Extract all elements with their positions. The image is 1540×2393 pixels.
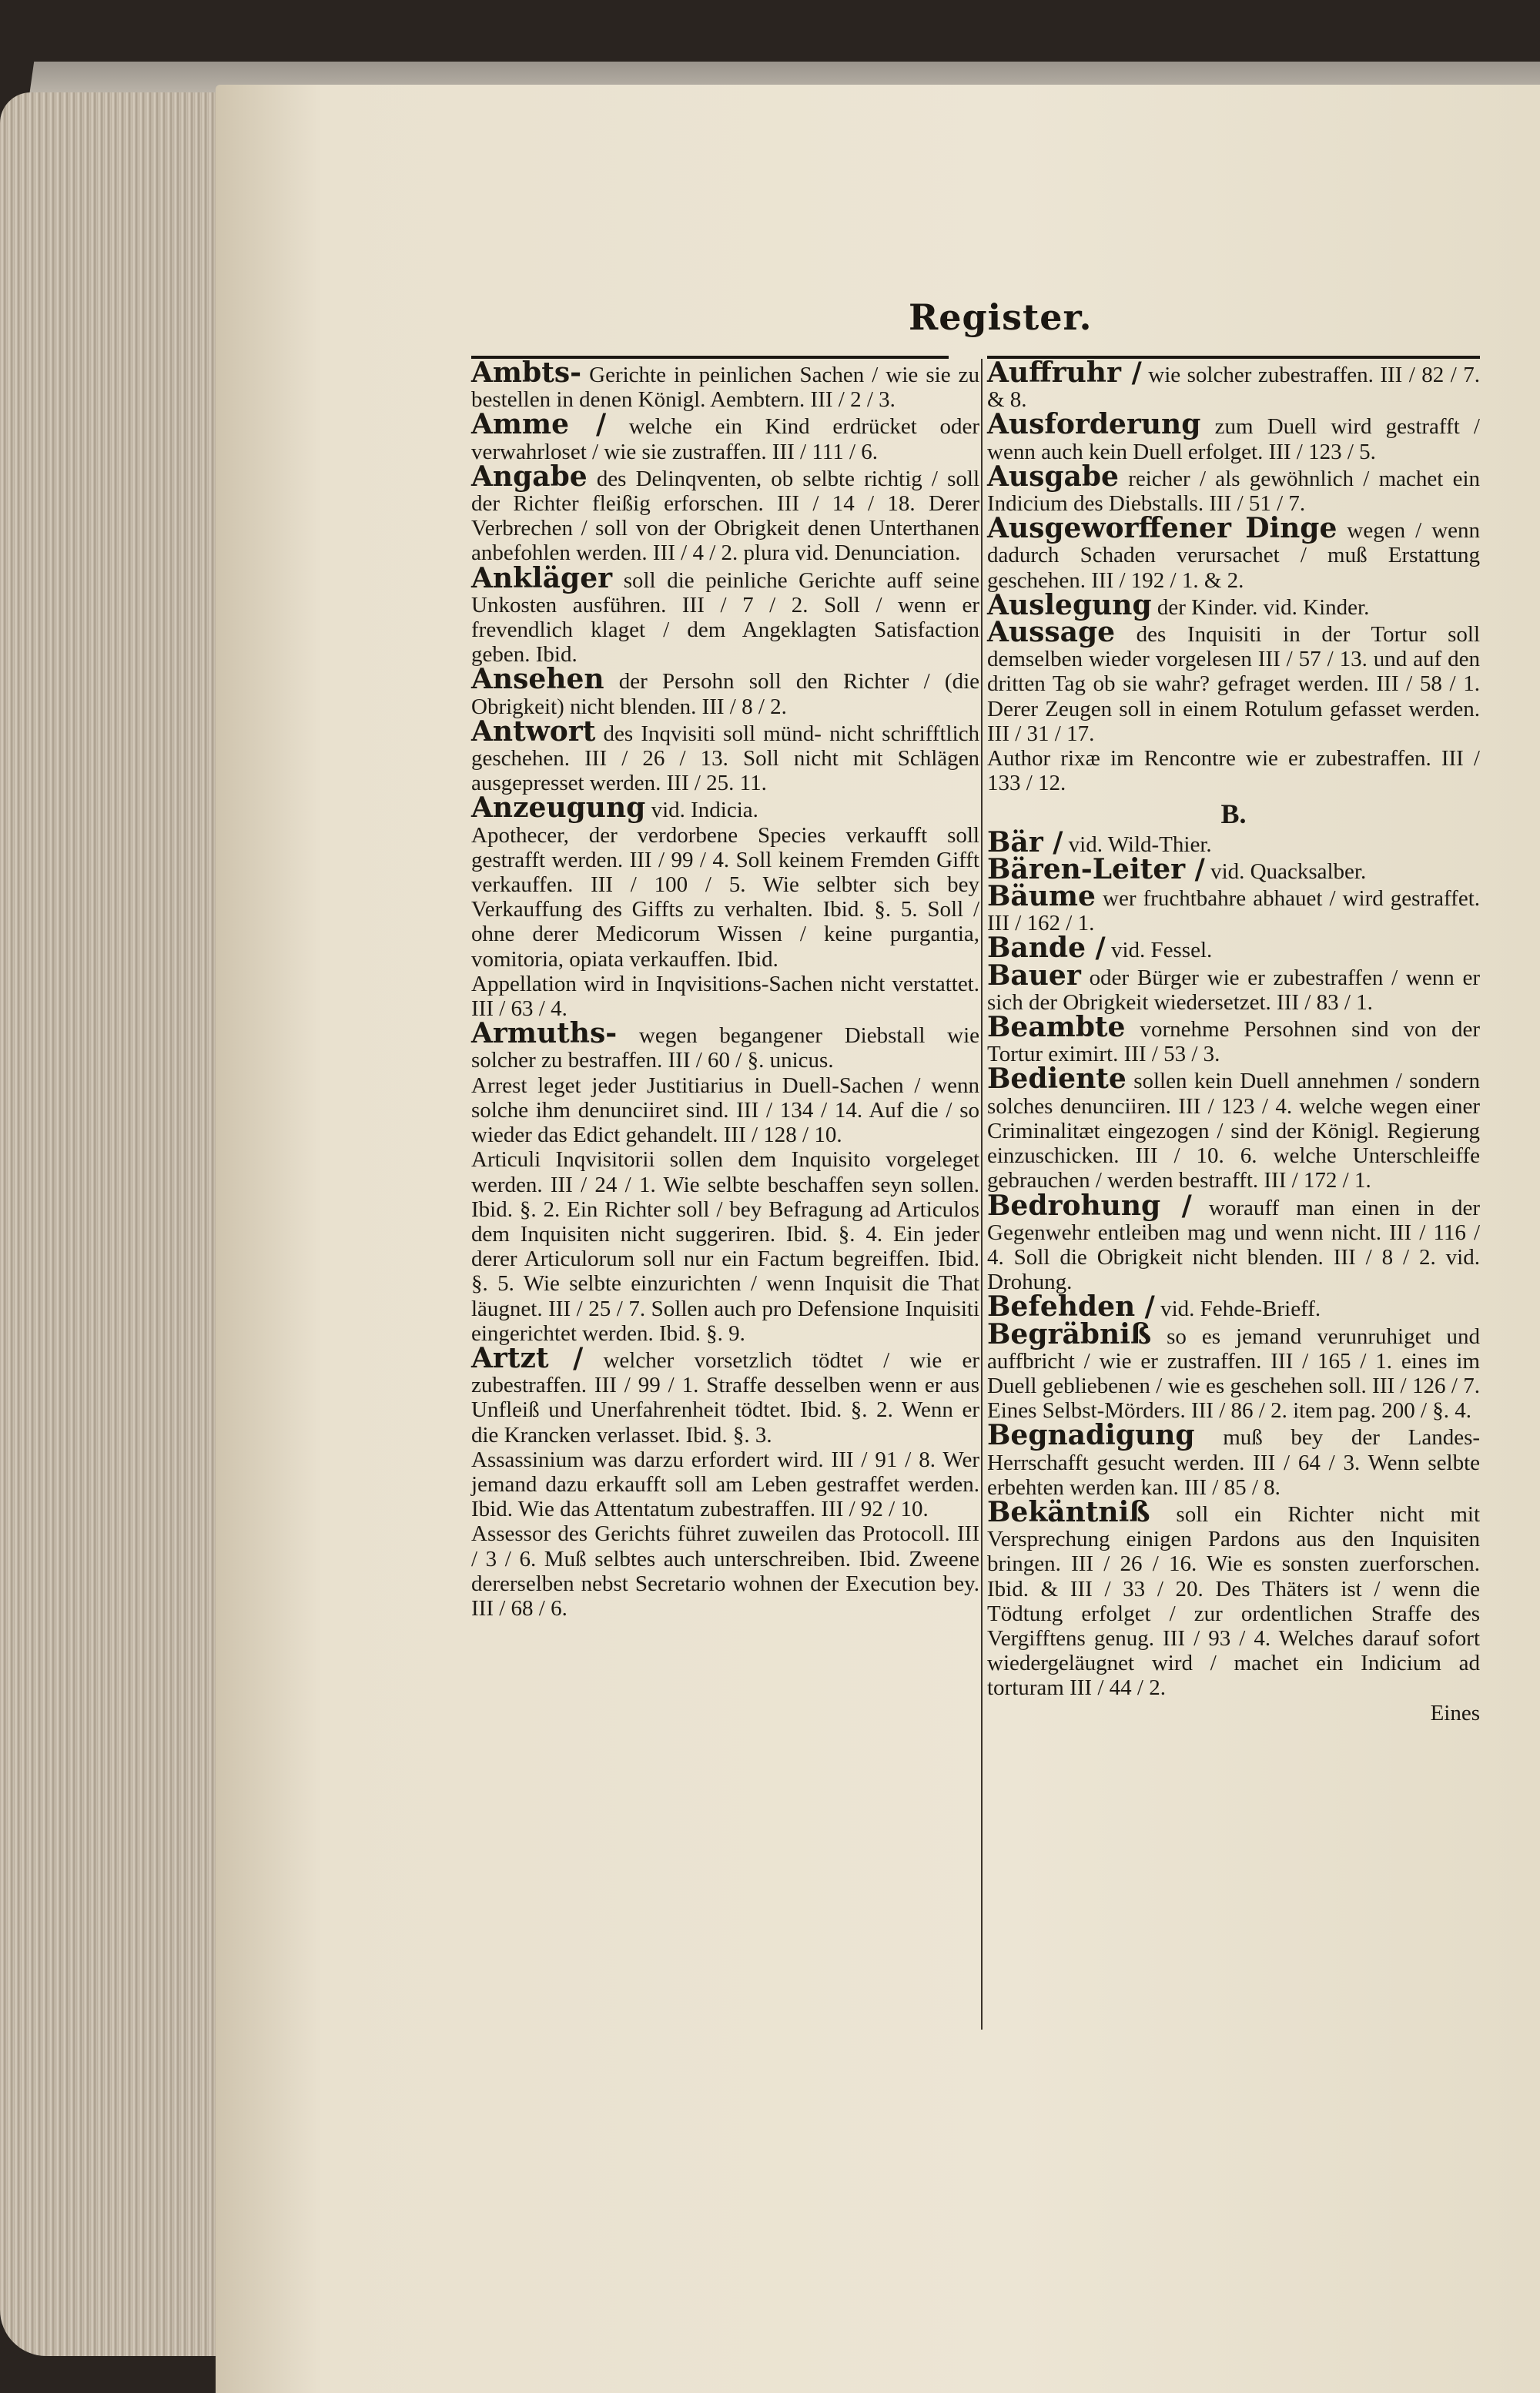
index-entry: [987, 512, 1481, 593]
entry-lemma: Armuths-: [471, 1017, 618, 1050]
entry-lemma: Begnadigung: [987, 1419, 1195, 1452]
index-entry: [987, 1317, 1480, 1424]
index-entry: [471, 972, 979, 1021]
index-entry: [987, 1419, 1481, 1500]
index-entry: [471, 1147, 979, 1346]
entry-text: zum Duell wird gestrafft / wenn auch kein Duell erfolget. III / 123 / 5.: [987, 414, 1480, 464]
entry-text: reicher / als gewöhnlich / machet ein Indicium des Diebstalls. III / 51 / 7.: [987, 466, 1481, 517]
index-entry: [987, 1189, 1481, 1295]
entry-lemma: Begräbniß: [987, 1317, 1152, 1350]
index-entry: [987, 1063, 1480, 1193]
entry-lemma: Bären-Leiter /: [987, 852, 1205, 885]
entry-lemma: Angabe: [471, 460, 588, 493]
entry-text: wegen begangener Diebstall wie solcher zu bestraffen. III / 60 / §. unicus.: [471, 1023, 980, 1073]
index-entry: [987, 460, 1481, 517]
index-entry: [471, 1073, 979, 1148]
entry-lemma: Antwort: [471, 715, 596, 748]
entry-lemma: Bekäntniß: [987, 1495, 1150, 1528]
entry-text: oder Bürger wie er zubestraffen / wenn er sich der Obrigkeit wiedersetzet. III / 83 / 1.: [987, 965, 1480, 1015]
entry-text: welcher vorsetzlich tödtet / wie er zubestraffen. III / 99 / 1. Straffe desselben wenn er aus Unfleiß und Unerfahrenheit tödtet. Ibid. §. 2. Wenn er die Krancken verlasset. Ibid. §. 3.: [471, 1347, 980, 1448]
index-entry: [987, 356, 1480, 413]
entry-lemma: Bär /: [987, 825, 1063, 858]
entry-lemma: Anzeugung: [471, 792, 646, 825]
index-entry: [471, 1341, 980, 1448]
entry-lemma: Bedrohung /: [987, 1189, 1192, 1222]
entry-text: muß bey der Landes-Herrschafft gesucht werden. III / 64 / 3. Wenn selbte erbehten werden kan. III / 85 / 8.: [987, 1425, 1481, 1500]
entry-text: wer fruchtbahre abhauet / wird gestraffet. III / 162 / 1.: [987, 886, 1481, 936]
book-page-edges: [0, 92, 231, 2356]
entry-text: vid. Quacksalber.: [1210, 858, 1367, 884]
entry-text: Arrest leget jeder Justitiarius in Duell-Sachen / wenn solche ihm denunciiret sind. III / 134 / 14. Auf die / so wieder das Edict gehandelt. III / 128 / 10.: [471, 1073, 979, 1148]
index-entry: [471, 408, 980, 464]
entry-text: des Inquisiti in der Tortur soll demselben wieder vorgelesen III / 57 / 13. und auf den dritten Tag ob sie wahr? gefraget werden. III / 58 / 1. Derer Zeugen soll in einem Rotulum gefasset werden. III / 31 / 17.: [987, 622, 1481, 746]
index-entry: [471, 561, 979, 668]
entry-lemma: Ausgabe: [987, 460, 1119, 493]
index-entry: [987, 616, 1481, 746]
page-title: Register.: [909, 296, 1093, 338]
entry-text: vornehme Persohnen sind von der Tortur eximirt. III / 53 / 3.: [987, 1017, 1480, 1067]
index-entry: [471, 1521, 979, 1621]
entry-text: wie solcher zubestraffen. III / 82 / 7. & 8.: [987, 363, 1480, 413]
entry-text: Articuli Inqvisitorii sollen dem Inquisito vorgeleget werden. III / 24 / 1. Wie selbte beschaffen seyn sollen. Ibid. §. 2. Ein Richter soll / bey Befragung ad Articulos dem Inquisiten nicht suggeriren. Ibid. §. 4. Ein jeder derer Articulorum soll nur ein Factum begreiffen. Ibid. §. 5. Wie selbte einzurichten / wenn Inquisit die That läugnet. III / 25 / 7. Sollen auch pro Defensione Inquisiti eingerichtet werden. Ibid. §. 9.: [471, 1147, 979, 1346]
index-entry: [471, 1017, 980, 1073]
letter-heading: B.: [1220, 798, 1247, 830]
index-entry: [987, 1495, 1481, 1701]
entry-text: soll die peinliche Gerichte auff seine Unkosten ausführen. III / 7 / 2. Soll / wenn er frevendlich klaget / dem Angeklagten Satisfaction geben. Ibid.: [471, 567, 979, 668]
entry-text: vid. Wild-Thier.: [1068, 832, 1212, 857]
entry-lemma: Ausforderung: [987, 408, 1201, 441]
entry-text: Author rixæ im Rencontre wie er zubestraffen. III / 133 / 12.: [987, 746, 1480, 796]
entry-lemma: Bäume: [987, 880, 1096, 913]
index-entry: [987, 408, 1480, 464]
entry-text: Assessor des Gerichts führet zuweilen das Protocoll. III / 3 / 6. Muß selbtes auch unterschreiben. Ibid. Zweene dererselben nebst Secretario wohnen der Execution bey. III / 68 / 6.: [471, 1521, 979, 1621]
index-entry: [471, 460, 979, 566]
entry-text: vid. Fessel.: [1110, 938, 1213, 963]
entry-lemma: Auslegung: [987, 588, 1152, 621]
index-entry: [471, 663, 979, 719]
entry-text: vid. Fehde-Brieff.: [1160, 1297, 1321, 1322]
entry-lemma: Ankläger: [471, 561, 613, 594]
entry-text: welche ein Kind erdrücket oder verwahrloset / wie sie zustraffen. III / 111 / 6.: [471, 414, 980, 464]
entry-lemma: Bande /: [987, 932, 1106, 965]
entry-text: Appellation wird in Inqvisitions-Sachen nicht verstattet. III / 63 / 4.: [471, 971, 979, 1022]
right-column: [987, 356, 1481, 1725]
entry-text: worauff man einen in der Gegenwehr entleiben mag und wenn nicht. III / 116 / 4. Soll die Obrigkeit nicht blenden. III / 8 / 2. vid. Drohung.: [987, 1195, 1481, 1295]
entry-text: Apothecer, der verdorbene Species verkaufft soll gestrafft werden. III / 99 / 4. Soll keinem Fremden Gifft verkauffen. III / 100 / 5. Wie selbter sich bey Verkauffung des Giffts zu verhalten. Ibid. §. 5. Soll / ohne derer Medicorum Wissen / keine purgantia, vomitoria, opiata verkauffen. Ibid.: [471, 822, 979, 972]
left-column: [471, 356, 980, 1621]
index-entry: [471, 356, 980, 413]
index-entry: [987, 1011, 1480, 1067]
index-entry: [987, 880, 1481, 936]
entry-lemma: Auffruhr /: [987, 356, 1142, 389]
entry-lemma: Befehden /: [987, 1290, 1155, 1324]
entry-lemma: Beambte: [987, 1011, 1126, 1044]
entry-text: der Persohn soll den Richter / (die Obrigkeit) nicht blenden. III / 8 / 2.: [471, 669, 979, 719]
catchword: Eines: [1430, 1700, 1480, 1725]
index-entry: [987, 746, 1480, 795]
index-entry: [987, 959, 1480, 1015]
entry-lemma: Ambts-: [471, 356, 582, 389]
entry-lemma: Ansehen: [471, 663, 604, 696]
entry-text: so es jemand verunruhiget und auffbricht / wie er zustraffen. III / 165 / 1. eines im Duell gebliebenen / wie es geschehen soll. III / 126 / 7. Eines Selbst-Mörders. III / 86 / 2. item pag. 200 / §. 4.: [987, 1324, 1480, 1424]
entry-lemma: Artzt /: [471, 1341, 584, 1374]
entry-text: Gerichte in peinlichen Sachen / wie sie zu bestellen in denen Königl. Aembtern. III / 2 / 3.: [471, 363, 980, 413]
entry-text: wegen / wenn dadurch Schaden verursachet / muß Erstattung geschehen. III / 192 / 1. & 2.: [987, 518, 1481, 593]
entry-lemma: Bediente: [987, 1063, 1127, 1096]
entry-text: Assassinium was darzu erfordert wird. III / 91 / 8. Wer jemand dazu erkaufft soll am Leben gestraffet werden. Ibid. Wie das Attentatum zubestraffen. III / 92 / 10.: [471, 1447, 979, 1522]
entry-lemma: Amme /: [471, 408, 607, 441]
entry-text: des Delinqventen, ob selbte richtig / soll der Richter fleißig erforschen. III / 14 / 18. Derer Verbrechen / soll von der Obrigkeit denen Unterthanen anbefohlen werden. III / 4 / 2. plura vid. Denunciation.: [471, 466, 979, 566]
entry-text: des Inqvisiti soll münd- nicht schrifftlich geschehen. III / 26 / 13. Soll nicht mit Schlägen ausgepresset werden. III / 25. 11.: [471, 721, 979, 796]
entry-lemma: Bauer: [987, 959, 1081, 992]
entry-text: sollen kein Duell annehmen / sondern solches denunciiren. III / 123 / 4. welche wegen einer Criminalitæt eingezogen / sind der Königl. Regierung einzuschicken. III / 10. 6. welche Unterschleiffe gebrauchen / werden bestrafft. III / 172 / 1.: [987, 1069, 1480, 1193]
entry-text: der Kinder. vid. Kinder.: [1157, 594, 1370, 620]
entry-text: soll ein Richter nicht mit Versprechung einigen Pardons aus den Inquisiten bringen. III / 26 / 16. Wie es sonsten zuerforschen. Ibid. & III / 33 / 20. Des Thäters ist / wenn die Tödtung erfolget / zur ordentlichen Straffe des Vergifftens genug. III / 93 / 4. Welches darauf sofort wiedergeläugnet wird / machet ein Indicium ad torturam III / 44 / 2.: [987, 1501, 1481, 1701]
index-entry: [471, 1448, 979, 1522]
index-entry: [471, 715, 979, 796]
entry-text: vid. Indicia.: [651, 798, 758, 823]
column-divider: [981, 359, 983, 2030]
entry-lemma: Aussage: [987, 616, 1116, 649]
index-entry: [471, 792, 979, 825]
index-entry: [471, 823, 979, 972]
entry-lemma: Ausgeworffener Dinge: [987, 512, 1337, 545]
